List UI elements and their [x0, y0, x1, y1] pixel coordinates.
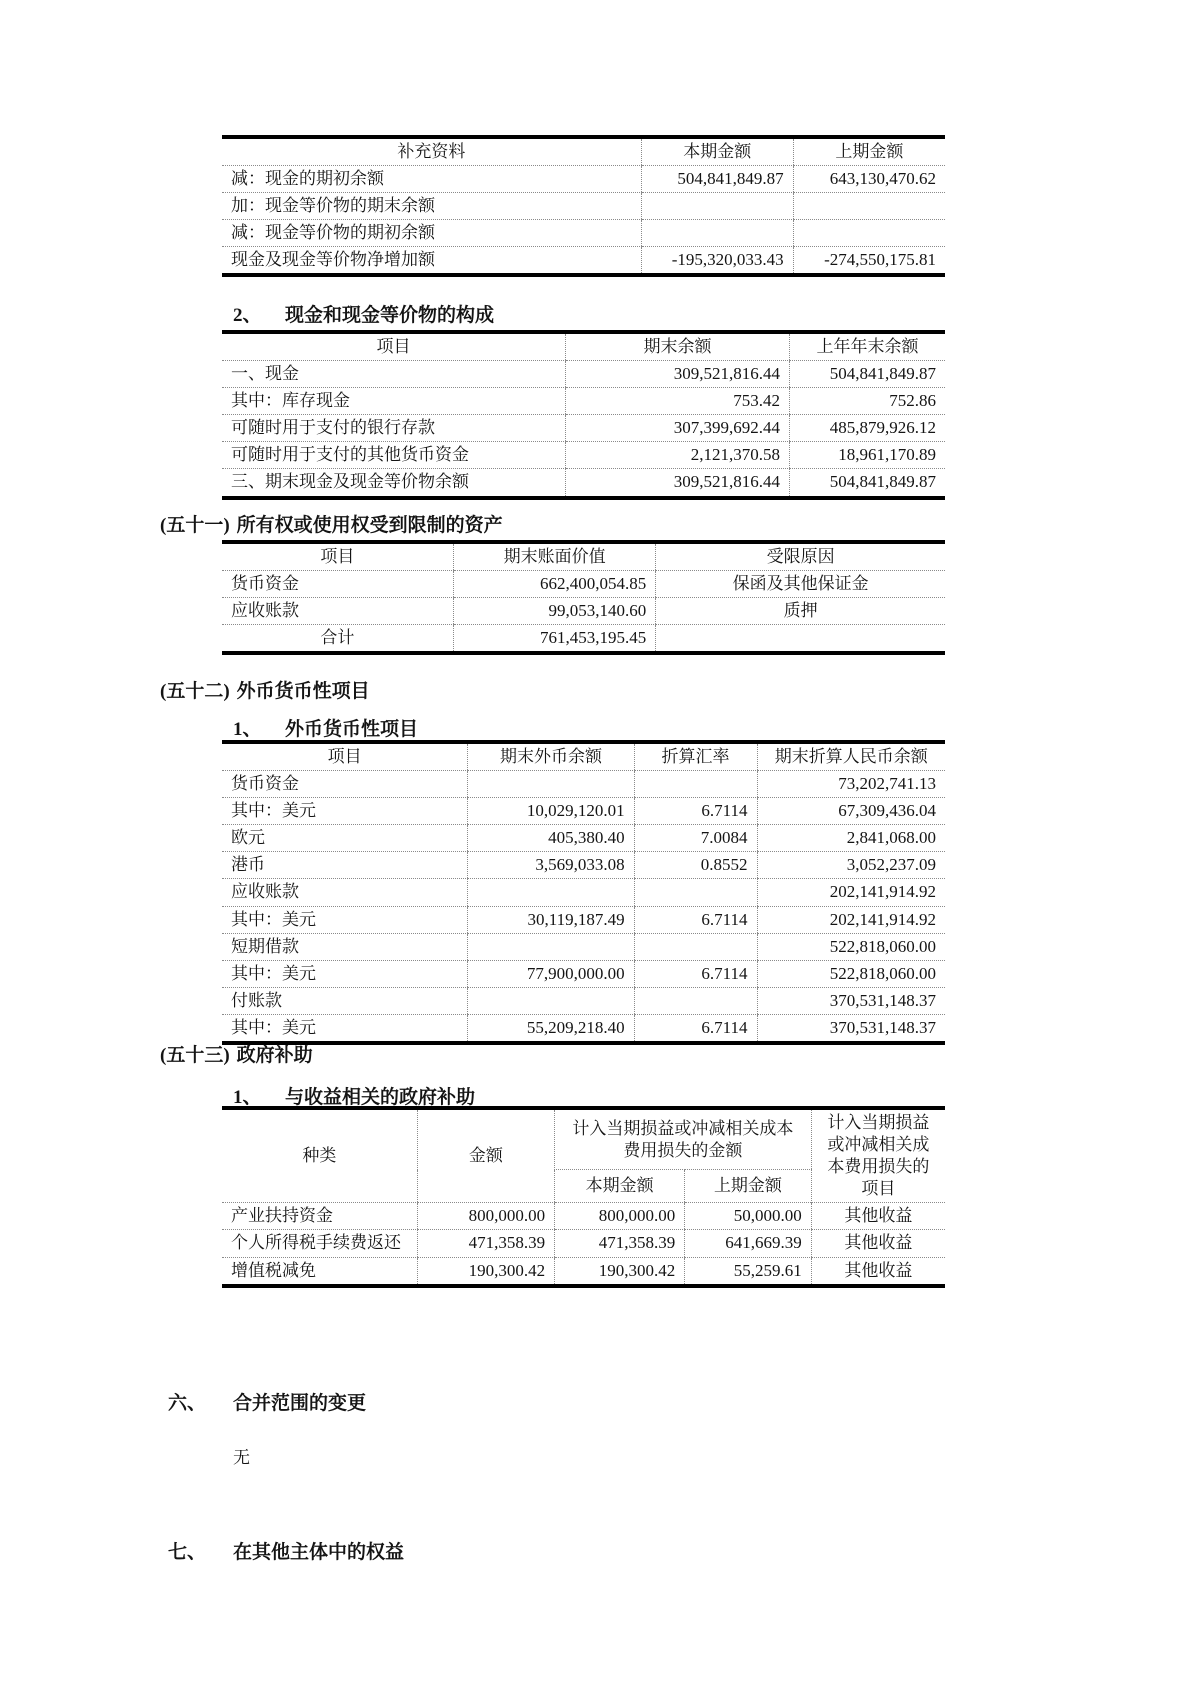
table-cell: 641,669.39	[685, 1230, 812, 1257]
table-cell	[656, 625, 945, 654]
table-cell: -274,550,175.81	[793, 247, 945, 276]
table-row	[222, 933, 945, 960]
table-row	[222, 852, 945, 879]
table-cell: 其他收益	[811, 1257, 945, 1286]
table-cell: 0.8552	[634, 852, 757, 879]
section-53-heading	[160, 1040, 313, 1067]
table-row	[222, 166, 945, 193]
column-header: 补充资料	[222, 137, 641, 166]
column-header: 上年年末余额	[790, 332, 945, 361]
table-cell: 370,531,148.37	[757, 987, 945, 1014]
table-cell	[641, 220, 793, 247]
table-row	[222, 571, 945, 598]
table-cell: 可随时用于支付的银行存款	[222, 415, 565, 442]
table-cell: 370,531,148.37	[757, 1014, 945, 1043]
table-cell: 2,841,068.00	[757, 825, 945, 852]
table-row	[222, 798, 945, 825]
table-cell: 522,818,060.00	[757, 960, 945, 987]
table-cell: 其中：美元	[222, 960, 468, 987]
table-cell: 50,000.00	[685, 1203, 812, 1230]
column-header: 期末折算人民币余额	[757, 742, 945, 771]
table-row	[222, 469, 945, 498]
column-header: 项目	[222, 542, 453, 571]
table-cell: 个人所得税手续费返还	[222, 1230, 417, 1257]
column-header: 本期金额	[641, 137, 793, 166]
table-cell: 一、现金	[222, 361, 565, 388]
table-cell: 现金及现金等价物净增加额	[231, 250, 435, 270]
table-cell: 其中：美元	[231, 1017, 316, 1037]
column-subheader: 上期金额	[685, 1170, 812, 1203]
table-cell	[634, 771, 757, 798]
section-title: 与收益相关的政府补助	[285, 1087, 476, 1108]
table-cell: 增值税减免	[231, 1260, 316, 1280]
table-cell: 6.7114	[634, 1014, 757, 1043]
table-cell	[793, 193, 945, 220]
table-row	[222, 388, 945, 415]
cash-composition-table	[222, 330, 945, 500]
table-cell: 保函及其他保证金	[656, 571, 945, 598]
section-51-heading	[160, 510, 503, 537]
table-cell: 662,400,054.85	[453, 571, 655, 598]
table-cell: 18,961,170.89	[790, 442, 945, 469]
column-header: 种类	[222, 1108, 417, 1203]
table-cell	[468, 771, 634, 798]
table-cell: 6.7114	[634, 906, 757, 933]
table-cell: 55,259.61	[685, 1257, 812, 1286]
table-cell: 货币资金	[222, 771, 468, 798]
table-row	[222, 825, 945, 852]
gov-grants-table	[222, 1106, 945, 1288]
section-cash-composition-heading	[233, 300, 494, 327]
table-cell: 其他收益	[811, 1230, 945, 1257]
table-cell: 99,053,140.60	[453, 598, 655, 625]
section-52-1-heading	[233, 714, 418, 741]
table-row	[222, 771, 945, 798]
table-cell: 55,209,218.40	[468, 1014, 634, 1043]
table-cell: 合计	[320, 628, 355, 648]
restricted-assets-table	[222, 540, 945, 655]
table-cell: 三、期末现金及现金等价物余额	[231, 472, 469, 492]
table-cell: 3,569,033.08	[468, 852, 634, 879]
table-cell: 67,309,436.04	[757, 798, 945, 825]
table-cell: 504,841,849.87	[641, 166, 793, 193]
section-number: 1、	[233, 719, 262, 740]
table-cell: 10,029,120.01	[468, 798, 634, 825]
table-cell	[634, 879, 757, 906]
section-53-1-heading	[233, 1082, 475, 1109]
table-row	[222, 415, 945, 442]
table-cell: 800,000.00	[555, 1203, 685, 1230]
table-cell: 减：现金等价物的期初余额	[222, 220, 641, 247]
table-cell: 753.42	[565, 388, 789, 415]
table-cell: 77,900,000.00	[468, 960, 634, 987]
table-row	[222, 625, 945, 654]
table-row	[222, 361, 945, 388]
table-row	[222, 442, 945, 469]
column-header: 受限原因	[656, 542, 945, 571]
table-cell: 加：现金等价物的期末余额	[222, 193, 641, 220]
column-header: 上期金额	[793, 137, 945, 166]
table-cell: 471,358.39	[555, 1230, 685, 1257]
section-number: 1、	[233, 1087, 262, 1108]
section-number: 2、	[233, 305, 262, 326]
table-cell: 减：现金的期初余额	[222, 166, 641, 193]
section-number: (五十二)	[160, 681, 230, 702]
table-cell: 可随时用于支付的其他货币资金	[222, 442, 565, 469]
section-title: 外币货币性项目	[236, 681, 370, 702]
table-cell	[634, 933, 757, 960]
table-cell	[468, 879, 634, 906]
table-row	[222, 247, 945, 276]
table-cell	[793, 220, 945, 247]
table-cell: 307,399,692.44	[565, 415, 789, 442]
table-row	[222, 960, 945, 987]
table-cell: 485,879,926.12	[790, 415, 945, 442]
table-row	[222, 598, 945, 625]
supplementary-info-table	[222, 135, 945, 277]
table-row	[222, 220, 945, 247]
table-cell: 752.86	[790, 388, 945, 415]
table-cell: 190,300.42	[417, 1257, 554, 1286]
table-cell: 504,841,849.87	[790, 469, 945, 498]
table-cell: 3,052,237.09	[757, 852, 945, 879]
table-row	[222, 1230, 945, 1257]
table-cell: 761,453,195.45	[453, 625, 655, 654]
table-cell: 港币	[222, 852, 468, 879]
table-row	[222, 1203, 945, 1230]
table-cell: -195,320,033.43	[641, 247, 793, 276]
column-group-header: 计入当期损益或冲减相关成本费用损失的金额	[555, 1108, 812, 1170]
table-cell: 309,521,816.44	[565, 469, 789, 498]
table-cell: 其他收益	[811, 1203, 945, 1230]
table-row	[222, 879, 945, 906]
table-cell: 其中：美元	[222, 906, 468, 933]
table-cell: 产业扶持资金	[222, 1203, 417, 1230]
section-number: (五十一)	[160, 515, 230, 536]
section-title: 在其他主体中的权益	[233, 1542, 405, 1563]
table-cell: 522,818,060.00	[757, 933, 945, 960]
table-cell: 643,130,470.62	[793, 166, 945, 193]
table-row	[222, 1257, 945, 1286]
table-row	[222, 906, 945, 933]
column-header: 计入当期损益或冲减相关成本费用损失的项目	[811, 1108, 945, 1203]
column-header: 金额	[417, 1108, 554, 1203]
table-cell: 货币资金	[222, 571, 453, 598]
table-cell: 471,358.39	[417, 1230, 554, 1257]
table-cell: 其中：美元	[222, 798, 468, 825]
table-cell	[468, 987, 634, 1014]
column-header: 期末账面价值	[453, 542, 655, 571]
table-cell: 405,380.40	[468, 825, 634, 852]
table-row	[222, 987, 945, 1014]
table-cell: 应收账款	[222, 879, 468, 906]
table-row	[222, 1014, 945, 1043]
table-cell: 202,141,914.92	[757, 906, 945, 933]
column-header: 折算汇率	[634, 742, 757, 771]
table-cell: 短期借款	[222, 933, 468, 960]
table-cell: 6.7114	[634, 798, 757, 825]
section-number: 七、	[168, 1542, 207, 1563]
section-52-heading	[160, 676, 370, 703]
column-header: 期末余额	[565, 332, 789, 361]
table-cell: 202,141,914.92	[757, 879, 945, 906]
section-title: 现金和现金等价物的构成	[285, 305, 495, 326]
table-cell: 30,119,187.49	[468, 906, 634, 933]
foreign-currency-table	[222, 740, 945, 1045]
table-cell: 190,300.42	[555, 1257, 685, 1286]
column-header: 期末外币余额	[468, 742, 634, 771]
table-cell: 309,521,816.44	[565, 361, 789, 388]
table-cell: 7.0084	[634, 825, 757, 852]
table-cell: 质押	[656, 598, 945, 625]
section-title: 外币货币性项目	[285, 719, 419, 740]
table-cell: 504,841,849.87	[790, 361, 945, 388]
section-7-heading	[168, 1537, 404, 1564]
table-cell: 73,202,741.13	[757, 771, 945, 798]
section-6-heading	[168, 1388, 366, 1415]
table-cell: 付账款	[222, 987, 468, 1014]
table-cell: 2,121,370.58	[565, 442, 789, 469]
table-row	[222, 193, 945, 220]
table-cell: 应收账款	[222, 598, 453, 625]
table-cell	[468, 933, 634, 960]
section-title: 所有权或使用权受到限制的资产	[236, 515, 503, 536]
section-6-body: 无	[233, 1448, 250, 1467]
section-number: 六、	[168, 1393, 207, 1414]
column-header: 项目	[222, 742, 468, 771]
table-cell: 欧元	[222, 825, 468, 852]
table-cell: 800,000.00	[417, 1203, 554, 1230]
section-title: 合并范围的变更	[233, 1393, 367, 1414]
table-cell	[634, 987, 757, 1014]
table-cell: 6.7114	[634, 960, 757, 987]
section-title: 政府补助	[236, 1045, 313, 1066]
table-cell: 其中：库存现金	[222, 388, 565, 415]
column-header: 项目	[222, 332, 565, 361]
section-number: (五十三)	[160, 1045, 230, 1066]
column-subheader: 本期金额	[555, 1170, 685, 1203]
table-cell	[641, 193, 793, 220]
